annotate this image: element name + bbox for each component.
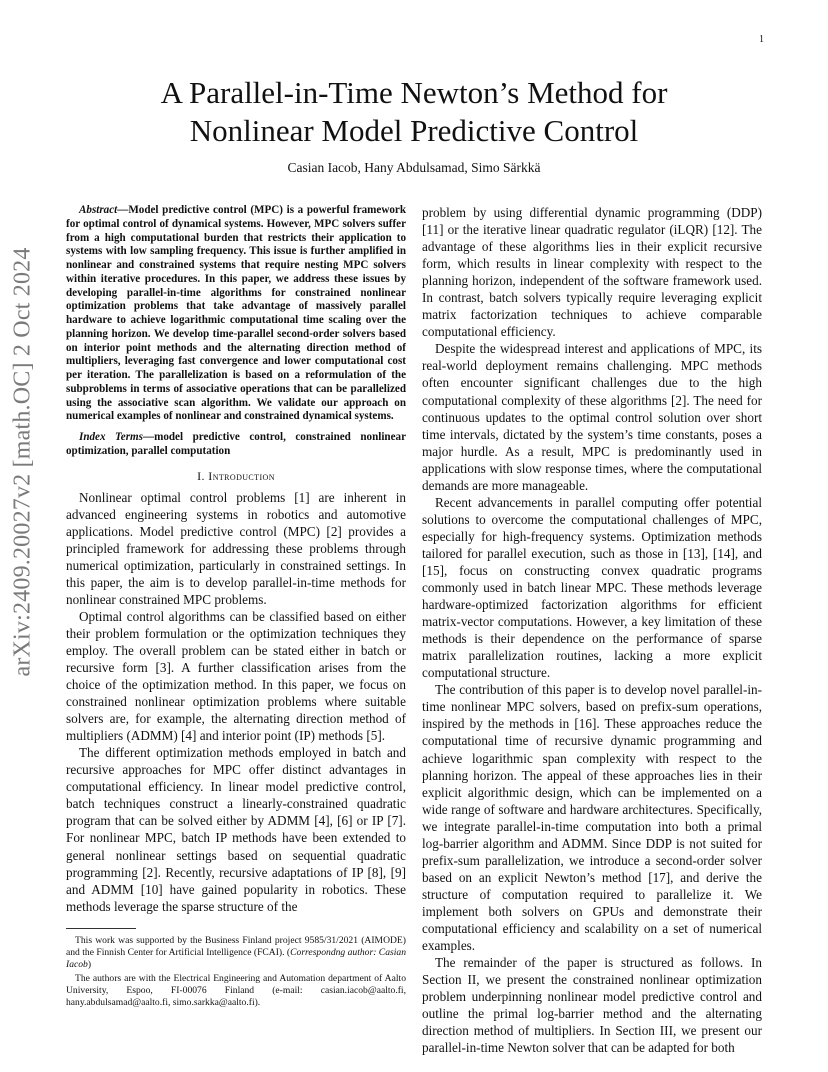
title-line-2: Nonlinear Model Predictive Control	[189, 113, 639, 148]
body-paragraph: Recent advancements in parallel computing offer potential solutions to overcome the computational challenges of MPC, especially for high-frequency systems. Optimization methods tailored for parallel execution, such as those in [13], [14], and [15], focus on constructing convex quadratic programs commonly used in batch linear MPC. These methods leverage hardware-optimized factorization algorithms for efficient matrix-vector computations. However, a key limitation of these methods is their dependence on the performance of sparse matrix parallelization routines, lacking a more explicit computational structure.	[422, 494, 762, 681]
body-paragraph: Nonlinear optimal control problems [1] are inherent in advanced engineering systems in robotics and automotive applications. Model predictive control (MPC) [2] provides a principled framework for addressing these problems through numerical optimization, particularly in constrained settings. In this paper, the aim is to develop parallel-in-time methods for nonlinear constrained MPC problems.	[66, 489, 406, 607]
body-paragraph: Optimal control algorithms can be classified based on either their problem formulation or the optimization techniques they employ. The overall problem can be stated either in batch or recursive form [3]. A further classification arises from the choice of the optimization method. In this paper, we focus on constrained nonlinear optimization problems where suitable solvers are, for example, the alternating direction method of multipliers (ADMM) [4] and interior point (IP) methods [5].	[66, 608, 406, 744]
left-column	[66, 204, 406, 915]
body-paragraph: Despite the widespread interest and applications of MPC, its real-world deployment remains challenging. MPC methods often encounter significant challenges due to the high computational complexity of these algorithms [2]. The need for continuous updates to the optimal control solution over short time intervals, dictated by the system’s time constants, poses a major hurdle. As a result, MPC is predominantly used in applications with slow response times, where the computational demands are more manageable.	[422, 341, 762, 493]
author-list: Casian Iacob, Hany Abdulsamad, Simo Särkkä	[287, 160, 541, 175]
body-paragraph: The remainder of the paper is structured as follows. In Section II, we present the constrained nonlinear optimization problem underpinning nonlinear model predictive control and outline the primal log-barrier method and the alternating direction method of multipliers. In Section III, we present our parallel-in-time Newton solver that can be adapted for both	[422, 955, 762, 1056]
paper-title	[66, 74, 762, 150]
footnote-funding-text: This work was supported by the Business Finland project 9585/31/2021 (AIMODE) and the Finnish Center for Artificial Intelligence (FCAI). (	[66, 935, 406, 959]
section-heading-introduction: I. Introduction	[197, 468, 275, 483]
body-paragraph: The contribution of this paper is to develop novel parallel-in-time nonlinear MPC solvers, based on prefix-sum operations, inspired by the methods in [16]. These approaches reduce the computational time of recursive dynamic programming and achieve logarithmic span complexity with respect to the planning horizon. The appeal of these approaches lies in their explicit algorithmic design, which can be implemented on a wide range of software and hardware architectures. Specifically, we integrate parallel-in-time computation into both a primal log-barrier algorithm and ADMM. Since DDP is not suited for prefix-sum parallelization, we introduce a second-order solver based on an explicit Newton’s method [17], and derive the structure of computation required to parallelize it. We implement both solvers on GPUs and demonstrate their computational efficiency and scalability on a set of numerical examples.	[422, 682, 762, 954]
arxiv-stamp-text: arXiv:2409.20027v2 [math.OC] 2 Oct 2024	[9, 247, 36, 677]
abstract	[66, 204, 406, 424]
title-line-1: A Parallel-in-Time Newton’s Method for	[160, 75, 668, 110]
abstract-text: —Model predictive control (MPC) is a powerful framework for optimal control of dynamical systems. However, MPC solvers suffer from a high computational burden that restricts their application to systems with low sampling frequency. This issue is further amplified in nonlinear and constrained systems that require nesting MPC solvers within iterative procedures. In this paper, we address these issues by developing parallel-in-time algorithms for constrained nonlinear optimization problems that take advantage of massively parallel hardware to achieve logarithmic computational time scaling over the planning horizon. We develop time-parallel second-order solvers based on interior point methods and the alternating direction method of multipliers, leveraging fast convergence and lower computational cost per iteration. The parallelization is based on a reformulation of the subproblems in terms of associative operations that can be parallelized using the associative scan algorithm. We validate our approach on numerical examples of nonlinear and constrained dynamical systems.	[66, 204, 406, 423]
arxiv-stamp	[0, 247, 46, 677]
right-column	[422, 204, 762, 1056]
index-terms	[66, 431, 406, 459]
page-number: 1	[759, 34, 764, 45]
index-terms-label: Index Terms	[79, 431, 143, 443]
index-terms-text: —model predictive control, constrained nonlinear optimization, parallel computation	[66, 431, 406, 457]
footnotes	[66, 935, 406, 1010]
abstract-label: Abstract	[79, 204, 118, 216]
footnote-corresponding-author: Correspondng author: Casian Iacob	[66, 947, 406, 971]
body-paragraph: problem by using differential dynamic programming (DDP) [11] or the iterative linear quadratic regulator (iLQR) [12]. The advantage of these algorithms lies in their explicit recursive form, which results in linear complexity with respect to the planning horizon, independent of the software framework used. In contrast, batch solvers typically require leveraging explicit matrix factorization techniques to achieve comparable computational efficiency.	[422, 205, 762, 340]
footnote-funding	[66, 935, 406, 971]
footnote-funding-end: )	[87, 959, 92, 971]
footnote-affiliation: The authors are with the Electrical Engineering and Automation department of Aalto University, Espoo, FI-00076 Finland (e-mail: casian.iacob@aalto.fi, hany.abdulsamad@aalto.fi, simo.sarkka@aalto.fi).	[66, 973, 406, 1009]
body-paragraph: The different optimization methods employed in batch and recursive approaches for MPC offer distinct advantages in computational efficiency. In linear model predictive control, batch techniques construct a linearly-constrained quadratic program that can be solved either by ADMM [4], [6] or IP [7]. For nonlinear MPC, batch IP methods have been extended to general nonlinear settings based on sequential quadratic programming [2]. Recently, recursive adaptations of IP [8], [9] and ADMM [10] have gained popularity in robotics. These methods leverage the sparse structure of the	[66, 745, 406, 914]
footnote-divider	[66, 928, 136, 929]
